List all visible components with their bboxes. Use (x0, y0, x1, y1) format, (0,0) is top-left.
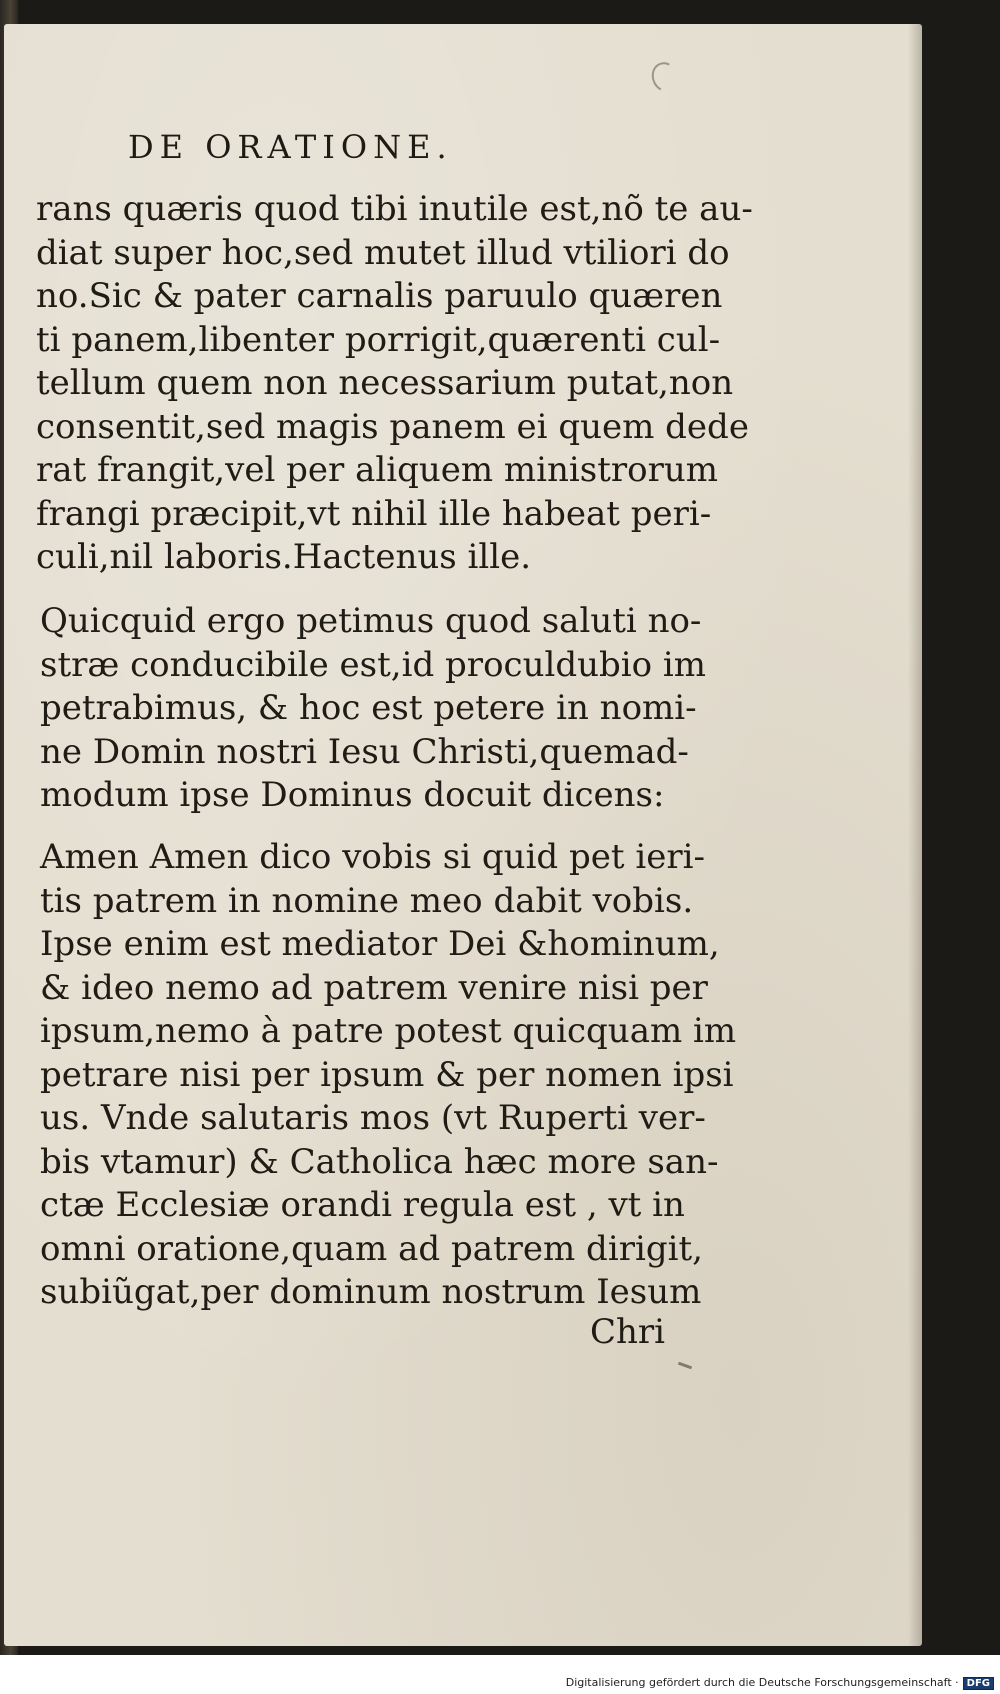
paragraph-1 (36, 188, 753, 580)
text-line: diat super hoc,sed mutet illud vtiliori do (36, 232, 730, 273)
text-line: Amen Amen dico vobis si quid pet ieri- (40, 837, 705, 877)
text-line: Ipse enim est mediator Dei &hominum, (40, 924, 720, 964)
text-line: culi,nil laboris.Hactenus ille. (36, 537, 532, 577)
paragraph-2 (40, 600, 707, 818)
text-line: rat frangit,vel per aliquem ministrorum (36, 450, 719, 490)
text-line: consentit,sed magis panem ei quem dede (36, 406, 749, 447)
text-line: stræ conducibile est,id proculdubio im (40, 644, 707, 685)
running-head: DE ORATIONE. (128, 128, 453, 166)
text-line: & ideo nemo ad patrem venire nisi per (40, 967, 708, 1008)
text-line: ne Domin nostri Iesu Christi,quemad- (40, 731, 689, 772)
dfg-logo-icon: DFG (963, 1677, 994, 1690)
text-line: tellum quem non necessarium putat,non (36, 363, 734, 403)
text-line: subiũgat,per dominum nostrum Iesum (40, 1272, 702, 1312)
text-line: ipsum,nemo à patre potest quicquam im (40, 1011, 737, 1051)
text-line: frangi præcipit,vt nihil ille habeat peri- (36, 493, 712, 534)
digitization-credit (566, 1676, 994, 1690)
text-line: ti panem,libenter porrigit,quærenti cul- (36, 319, 721, 360)
text-line: bis vtamur) & Catholica hæc more san- (40, 1141, 719, 1182)
text-line: us. Vnde salutaris mos (vt Ruperti ver- (40, 1098, 706, 1138)
catchword: Chri (590, 1312, 666, 1352)
text-line: omni oratione,quam ad patrem dirigit, (40, 1228, 703, 1269)
text-line: no.Sic & pater carnalis paruulo quæren (36, 276, 723, 316)
paragraph-3 (40, 836, 737, 1315)
text-line: ctæ Ecclesiæ orandi regula est , vt in (40, 1185, 685, 1225)
page-edge-shadow (908, 24, 922, 1646)
text-line: rans quæris quod tibi inutile est,nõ te au- (36, 189, 753, 229)
credit-text: Digitalisierung gefördert durch die Deutsche Forschungsgemeinschaft · (565, 1676, 959, 1689)
text-line: Quicquid ergo petimus quod saluti no- (40, 601, 702, 641)
text-line: tis patrem in nomine meo dabit vobis. (40, 880, 694, 921)
text-line: petrabimus, & hoc est petere in nomi- (40, 688, 697, 728)
text-line: petrare nisi per ipsum & per nomen ipsi (40, 1054, 734, 1095)
text-line: modum ipse Dominus docuit dicens: (40, 775, 665, 815)
